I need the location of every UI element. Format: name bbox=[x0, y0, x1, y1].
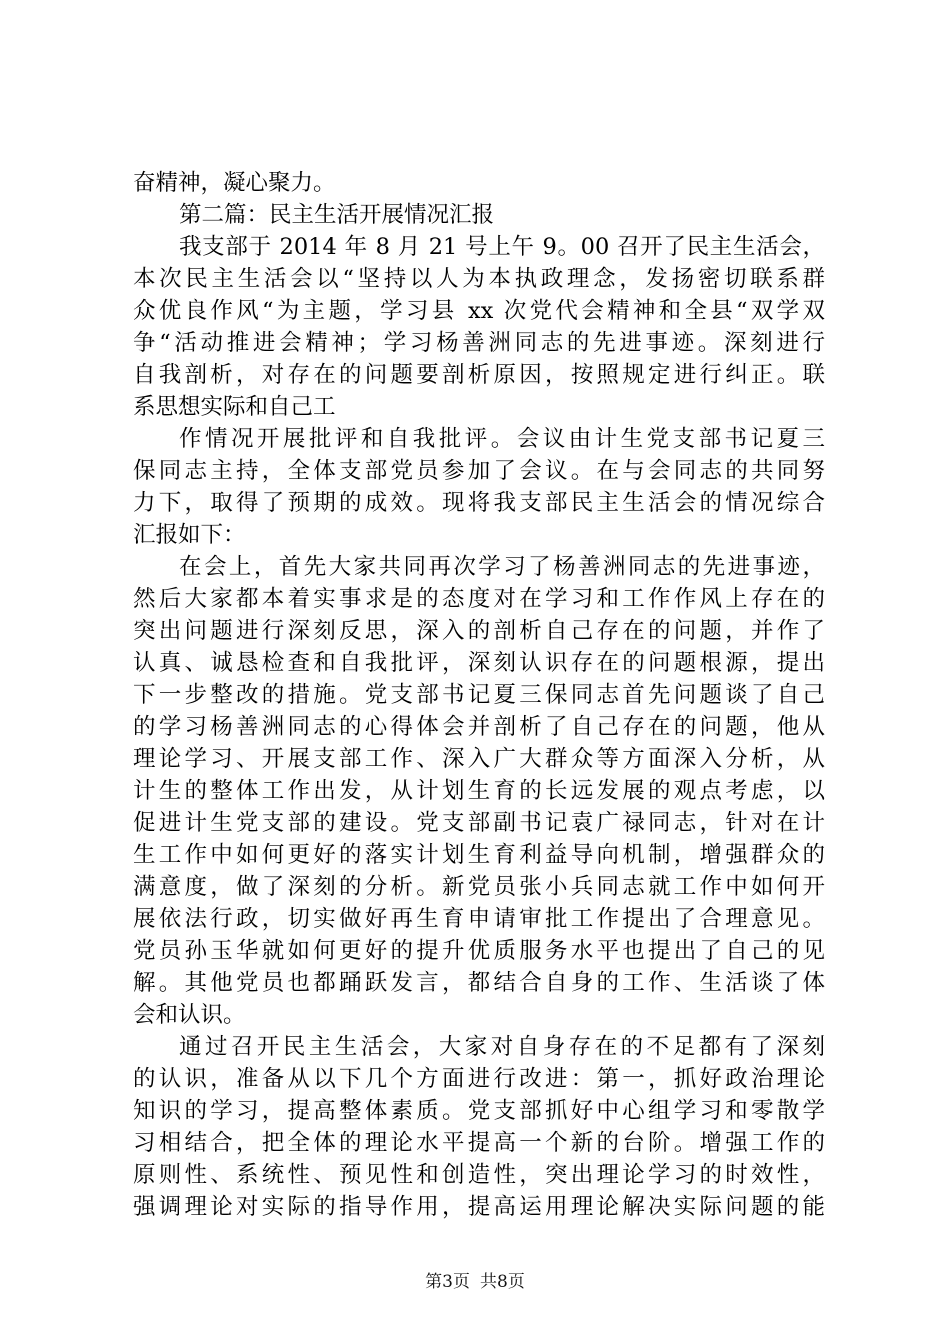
text-line: 然后大家都本着实事求是的态度对在学习和工作作风上存在的 bbox=[133, 586, 825, 612]
text-line: 生工作中如何更好的落实计划生育利益导向机制，增强群众的 bbox=[133, 842, 825, 868]
text-line: 知识的学习，提高整体素质。党支部抓好中心组学习和零散学 bbox=[133, 1098, 825, 1124]
text-line: 下一步整改的措施。党支部书记夏三保同志首先问题谈了自己 bbox=[133, 682, 825, 708]
text-line: 保同志主持，全体支部党员参加了会议。在与会同志的共同努 bbox=[133, 458, 825, 484]
text-line: 作情况开展批评和自我批评。会议由计生党支部书记夏三 bbox=[179, 426, 825, 452]
text-line: 突出问题进行深刻反思，深入的剖析自己存在的问题，并作了 bbox=[133, 618, 825, 644]
text-line: 奋精神，凝心聚力。 bbox=[133, 170, 336, 196]
text-line: 力下，取得了预期的成效。现将我支部民主生活会的情况综合 bbox=[133, 490, 825, 516]
text-line: 满意度，做了深刻的分析。新党员张小兵同志就工作中如何开 bbox=[133, 874, 825, 900]
page-total: 共8页 bbox=[480, 1272, 525, 1292]
section-heading: 第二篇：民主生活开展情况汇报 bbox=[179, 202, 495, 228]
text-line: 原则性、系统性、预见性和创造性，突出理论学习的时效性， bbox=[133, 1162, 825, 1188]
text-line: 计生的整体工作出发，从计划生育的长远发展的观点考虑，以 bbox=[133, 778, 825, 804]
text-line: 党员孙玉华就如何更好的提升优质服务水平也提出了自己的见 bbox=[133, 938, 825, 964]
text-line: 系思想实际和自己工 bbox=[133, 394, 336, 420]
page-footer bbox=[0, 1267, 950, 1292]
text-line: 理论学习、开展支部工作、深入广大群众等方面深入分析，从 bbox=[133, 746, 825, 772]
text-line: 本次民主生活会以“坚持以人为本执政理念，发扬密切联系群 bbox=[133, 266, 825, 292]
text-line: 通过召开民主生活会，大家对自身存在的不足都有了深刻 bbox=[179, 1034, 825, 1060]
text-line: 认真、诚恳检查和自我批评，深刻认识存在的问题根源，提出 bbox=[133, 650, 825, 676]
text-line: 的学习杨善洲同志的心得体会并剖析了自己存在的问题，他从 bbox=[133, 714, 825, 740]
text-line: 在会上，首先大家共同再次学习了杨善洲同志的先进事迹， bbox=[179, 554, 825, 580]
page-number: 第3页 bbox=[425, 1272, 470, 1292]
text-line: 会和认识。 bbox=[133, 1002, 246, 1028]
text-line: 展依法行政，切实做好再生育申请审批工作提出了合理意见。 bbox=[133, 906, 825, 932]
text-line: 汇报如下： bbox=[133, 522, 246, 548]
text-line: 我支部于 2014 年 8 月 21 号上午 9。00 召开了民主生活会， bbox=[179, 234, 825, 260]
text-line: 强调理论对实际的指导作用，提高运用理论解决实际问题的能 bbox=[133, 1194, 825, 1220]
text-line: 众优良作风“为主题，学习县 xx 次党代会精神和全县“双学双 bbox=[133, 298, 825, 324]
document-body bbox=[133, 167, 825, 1223]
text-line: 自我剖析，对存在的问题要剖析原因，按照规定进行纠正。联 bbox=[133, 362, 825, 388]
text-line: 促进计生党支部的建设。党支部副书记袁广禄同志，针对在计 bbox=[133, 810, 825, 836]
text-line: 习相结合，把全体的理论水平提高一个新的台阶。增强工作的 bbox=[133, 1130, 825, 1156]
text-line: 的认识，准备从以下几个方面进行改进：第一，抓好政治理论 bbox=[133, 1066, 825, 1092]
text-line: 解。其他党员也都踊跃发言，都结合自身的工作、生活谈了体 bbox=[133, 970, 825, 996]
text-line: 争“活动推进会精神；学习杨善洲同志的先进事迹。深刻进行 bbox=[133, 330, 825, 356]
